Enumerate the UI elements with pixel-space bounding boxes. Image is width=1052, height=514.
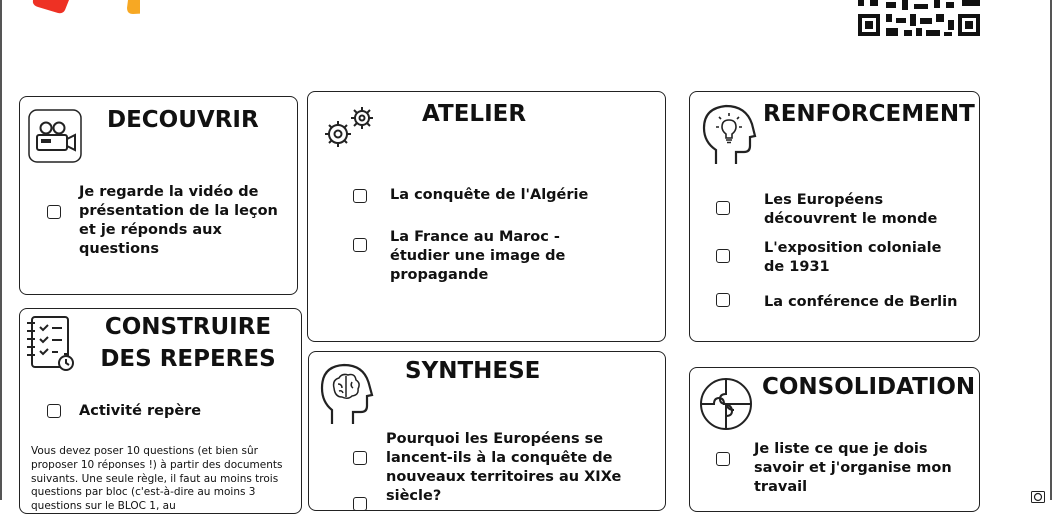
head-brain-icon: [318, 360, 376, 432]
task-label: Les Européens découvrent le monde: [764, 192, 938, 227]
task-label: La conférence de Berlin: [764, 294, 958, 310]
video-camera-icon: [28, 109, 82, 167]
card-title: SYNTHESE: [405, 358, 541, 384]
checkbox[interactable]: [47, 404, 61, 418]
checkbox[interactable]: [353, 451, 367, 465]
card-title: RENFORCEMENT: [763, 101, 975, 127]
puzzle-icon: [698, 376, 754, 436]
checkbox[interactable]: [716, 201, 730, 215]
checkbox[interactable]: [716, 249, 730, 263]
task-label: Activité repère: [79, 403, 202, 419]
task-label: L'exposition coloniale de 1931: [764, 240, 942, 275]
notebook-timer-icon: [24, 313, 80, 379]
renforcement-card: [689, 91, 980, 342]
instructions-text: Vous devez poser 10 questions (et bien sûr proposer 10 réponses !) à partir des documents suivants. Une seule règle, il faut au moins trois questions par bloc (c'est-à-dire au moins 3 questions sur le BLOC 1, au: [31, 445, 283, 513]
qr-code-icon: [858, 0, 982, 38]
task-label: La France au Maroc - étudier une image de propagande: [390, 229, 566, 283]
cc-license-icon: [1031, 488, 1045, 500]
task-label: La conquête de l'Algérie: [390, 187, 589, 203]
card-title: CONSOLIDATION: [762, 374, 976, 400]
consolidation-card: [689, 367, 980, 512]
checkbox[interactable]: [353, 238, 367, 252]
logo: [30, 0, 140, 16]
checkbox[interactable]: [353, 497, 367, 511]
card-title: CONSTRUIRE DES REPERES: [100, 314, 276, 372]
checkbox[interactable]: [716, 452, 730, 466]
task-label: Je regarde la vidéo de présentation de la leçon et je réponds aux questions: [79, 184, 278, 257]
task-label: Pourquoi les Européens se lancent-ils à la conquête de nouveaux territoires au XIXe siècle?: [386, 431, 622, 504]
card-title: ATELIER: [422, 101, 527, 127]
checkbox[interactable]: [353, 189, 367, 203]
construire-card: [19, 308, 302, 514]
checkbox[interactable]: [716, 293, 730, 307]
decouvrir-card: [19, 96, 298, 295]
task-label: Je liste ce que je dois savoir et j'organise mon travail: [754, 441, 952, 495]
synthese-card: [308, 351, 666, 511]
checkbox[interactable]: [47, 205, 61, 219]
head-lightbulb-icon: [700, 102, 758, 172]
card-title: DECOUVRIR: [107, 107, 259, 133]
gears-icon: [318, 104, 378, 156]
left-frame-line: [0, 0, 2, 500]
atelier-card: [307, 91, 666, 342]
